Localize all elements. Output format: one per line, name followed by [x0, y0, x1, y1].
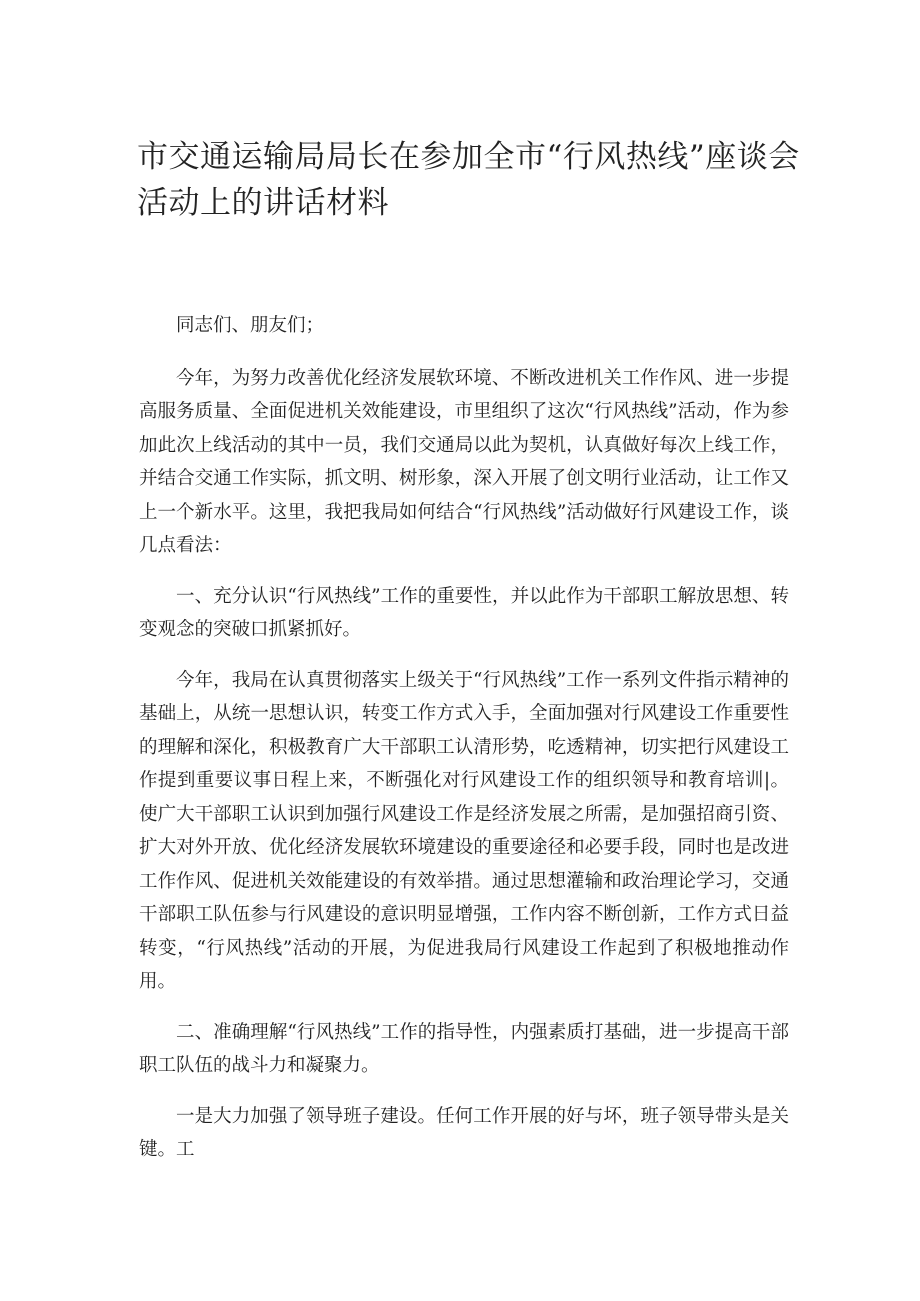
intro-paragraph: 今年，为努力改善优化经济发展软环境、不断改进机关工作作风、进一步提高服务质量、全面促进机关效能建设，市里组织了这次“行风热线”活动，作为参加此次上线活动的其中一员，我们交通局以此为契机，认真做好每次上线工作，并结合交通工作实际，抓文明、树形象，深入开展了创文明行业活动，让工作又上一个新水平。这里，我把我局如何结合“行风热线”活动做好行风建设工作，谈几点看法： — [139, 367, 789, 556]
document-body — [139, 309, 789, 1184]
section-one-heading: 一、充分认识“行风热线”工作的重要性，并以此作为干部职工解放思想、转变观念的突破口抓紧抓好。 — [139, 585, 789, 640]
section-two-heading: 二、准确理解“行风热线”工作的指导性，内强素质打基础，进一步提高干部职工队伍的战斗力和凝聚力。 — [139, 1021, 789, 1076]
section-one-body: 今年，我局在认真贯彻落实上级关于“行风热线”工作一系列文件指示精神的基础上，从统一思想认识，转变工作方式入手，全面加强对行风建设工作重要性的理解和深化，积极教育广大干部职工认清形势，吃透精神，切实把行风建设工作提到重要议事日程上来，不断强化对行风建设工作的组织领导和教育培训|。使广大干部职工认识到加强行风建设工作是经济发展之所需，是加强招商引资、扩大对外开放、优化经济发展软环境建设的重要途径和必要手段，同时也是改进工作作风、促进机关效能建设的有效举措。通过思想灌输和政治理论学习，交通干部职工队伍参与行风建设的意识明显增强，工作内容不断创新，工作方式日益转变，“行风热线”活动的开展，为促进我局行风建设工作起到了积极地推动作用。 — [139, 669, 789, 992]
document-title: 市交通运输局局长在参加全市“行风热线”座谈会活动上的讲话材料 — [137, 139, 800, 221]
greeting-paragraph: 同志们、朋友们； — [176, 315, 325, 336]
section-two-body: 一是大力加强了领导班子建设。任何工作开展的好与坏，班子领导带头是关键。工 — [139, 1105, 789, 1160]
